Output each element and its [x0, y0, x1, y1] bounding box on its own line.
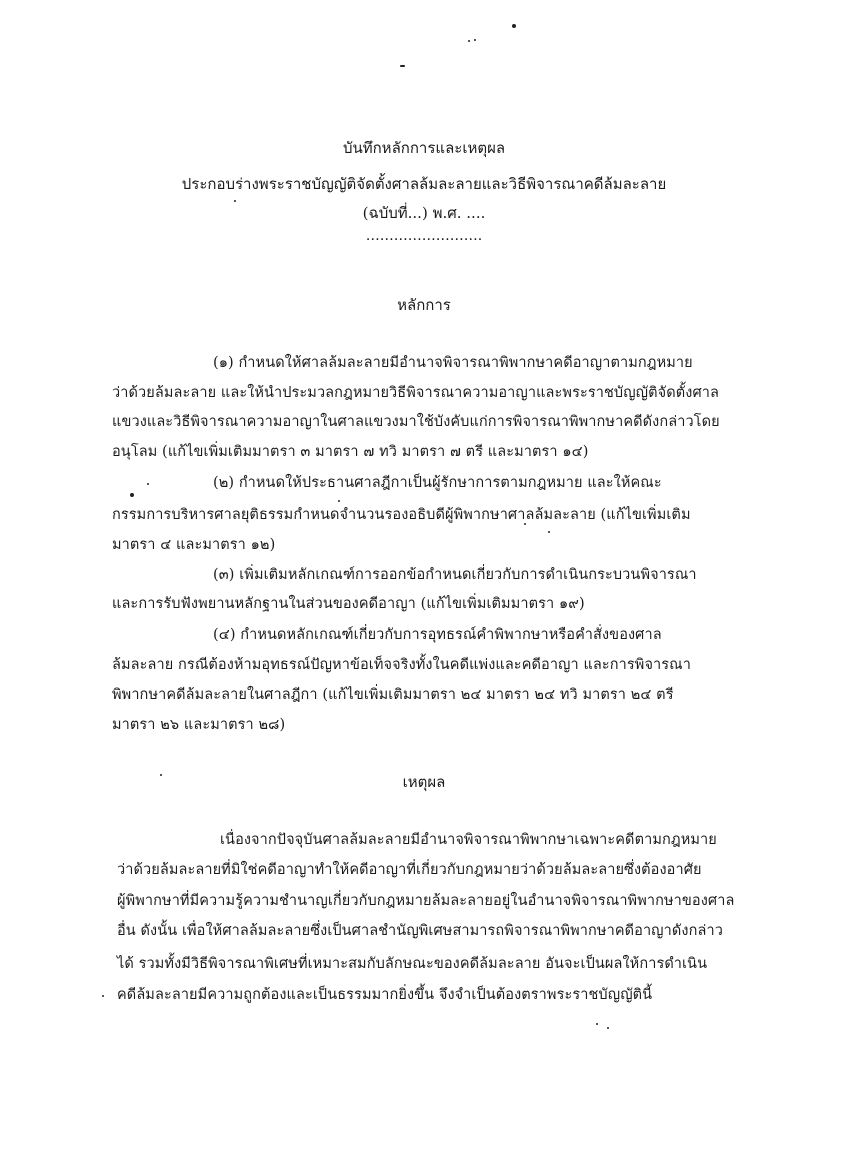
document-edition: (ฉบับที่...) พ.ศ. ....: [362, 204, 486, 222]
reasons-paragraph-line: ได้ รวมทั้งมีวิธีพิจารณาพิเศษที่เหมาะสมกับลักษณะของคดีล้มละลาย อันจะเป็นผลให้การดำเนิน: [117, 956, 708, 972]
scan-speck: [596, 1023, 598, 1025]
scan-speck: [512, 24, 516, 28]
document-title: บันทึกหลักการและเหตุผล: [342, 139, 506, 157]
scan-speck: [468, 40, 470, 42]
scan-speck: [102, 995, 104, 997]
principle-item-4-line: ล้มละลาย กรณีต้องห้ามอุทธรณ์ปัญหาข้อเท็จจริงทั้งในคดีแพ่งและคดีอาญา และการพิจารณา: [112, 657, 691, 673]
reasons-heading: เหตุผล: [402, 773, 446, 791]
principle-item-3-line: (๓) เพิ่มเติมหลักเกณฑ์การออกข้อกำหนดเกี่ยวกับการดำเนินกระบวนพิจารณา: [213, 567, 697, 583]
reasons-paragraph-line: ว่าด้วยล้มละลายที่มิใช่คดีอาญาทำให้คดีอาญาที่เกี่ยวกับกฎหมายว่าด้วยล้มละลายซึ่งต้องอาศัย: [117, 862, 702, 878]
scan-speck: [607, 1027, 609, 1029]
scan-speck: [147, 483, 149, 485]
principle-item-1-line: (๑) กำหนดให้ศาลล้มละลายมีอำนาจพิจารณาพิพากษาคดีอาญาตามกฎหมาย: [213, 355, 693, 371]
principle-item-2-line: กรรมการบริหารศาลยุติธรรมกำหนดจำนวนรองอธิบดีผู้พิพากษาศาลล้มละลาย (แก้ไขเพิ่มเติม: [112, 507, 691, 523]
title-separator: …………………….: [365, 228, 483, 244]
scan-speck: [548, 531, 550, 533]
principle-item-1-line: ว่าด้วยล้มละลาย และให้นำประมวลกฎหมายวิธีพิจารณาความอาญาและพระราชบัญญัติจัดตั้งศาล: [112, 385, 719, 401]
principle-item-2-line: มาตรา ๔ และมาตรา ๑๒): [112, 537, 276, 553]
principle-item-2-line: (๒) กำหนดให้ประธานศาลฎีกาเป็นผู้รักษาการตามกฎหมาย และให้คณะ: [213, 475, 662, 491]
principle-item-3-line: และการรับฟังพยานหลักฐานในส่วนของคดีอาญา (แก้ไขเพิ่มเติมมาตรา ๑๙): [112, 596, 585, 612]
document-subtitle: ประกอบร่างพระราชบัญญัติจัดตั้งศาลล้มละลายและวิธีพิจารณาคดีล้มละลาย: [181, 175, 667, 193]
reasons-paragraph-line: คดีล้มละลายมีความถูกต้องและเป็นธรรมมากยิ่งขึ้น จึงจำเป็นต้องตราพระราชบัญญัตินี้: [117, 987, 653, 1003]
scan-speck: [400, 65, 405, 67]
reasons-paragraph-line: เนื่องจากปัจจุบันศาลล้มละลายมีอำนาจพิจารณาพิพากษาเฉพาะคดีตามกฎหมาย: [220, 832, 717, 848]
principle-item-4-line: (๔) กำหนดหลักเกณฑ์เกี่ยวกับการอุทธรณ์คำพิพากษาหรือคำสั่งของศาล: [213, 627, 662, 643]
principle-item-4-line: พิพากษาคดีล้มละลายในศาลฎีกา (แก้ไขเพิ่มเติมมาตรา ๒๔ มาตรา ๒๔ ทวิ มาตรา ๒๔ ตรี: [112, 687, 674, 703]
principle-item-1-line: แขวงและวิธีพิจารณาความอาญาในศาลแขวงมาใช้บังคับแก่การพิจารณาพิพากษาคดีดังกล่าวโดย: [112, 414, 720, 430]
principles-heading: หลักการ: [397, 296, 451, 314]
scan-speck: [338, 500, 340, 502]
scan-speck: [474, 39, 476, 41]
principle-item-1-line: อนุโลม (แก้ไขเพิ่มเติมมาตรา ๓ มาตรา ๗ ทวิ มาตรา ๗ ตรี และมาตรา ๑๔): [112, 444, 589, 460]
principle-item-4-line: มาตรา ๒๖ และมาตรา ๒๘): [112, 717, 286, 733]
reasons-paragraph-line: ผู้พิพากษาที่มีความรู้ความชำนาญเกี่ยวกับกฎหมายล้มละลายอยู่ในอำนาจพิจารณาพิพากษาของศาล: [117, 893, 735, 909]
reasons-paragraph-line: อื่น ดังนั้น เพื่อให้ศาลล้มละลายซึ่งเป็นศาลชำนัญพิเศษสามารถพิจารณาพิพากษาคดีอาญาดังกล่าว: [117, 923, 723, 939]
scan-speck: [130, 493, 134, 497]
